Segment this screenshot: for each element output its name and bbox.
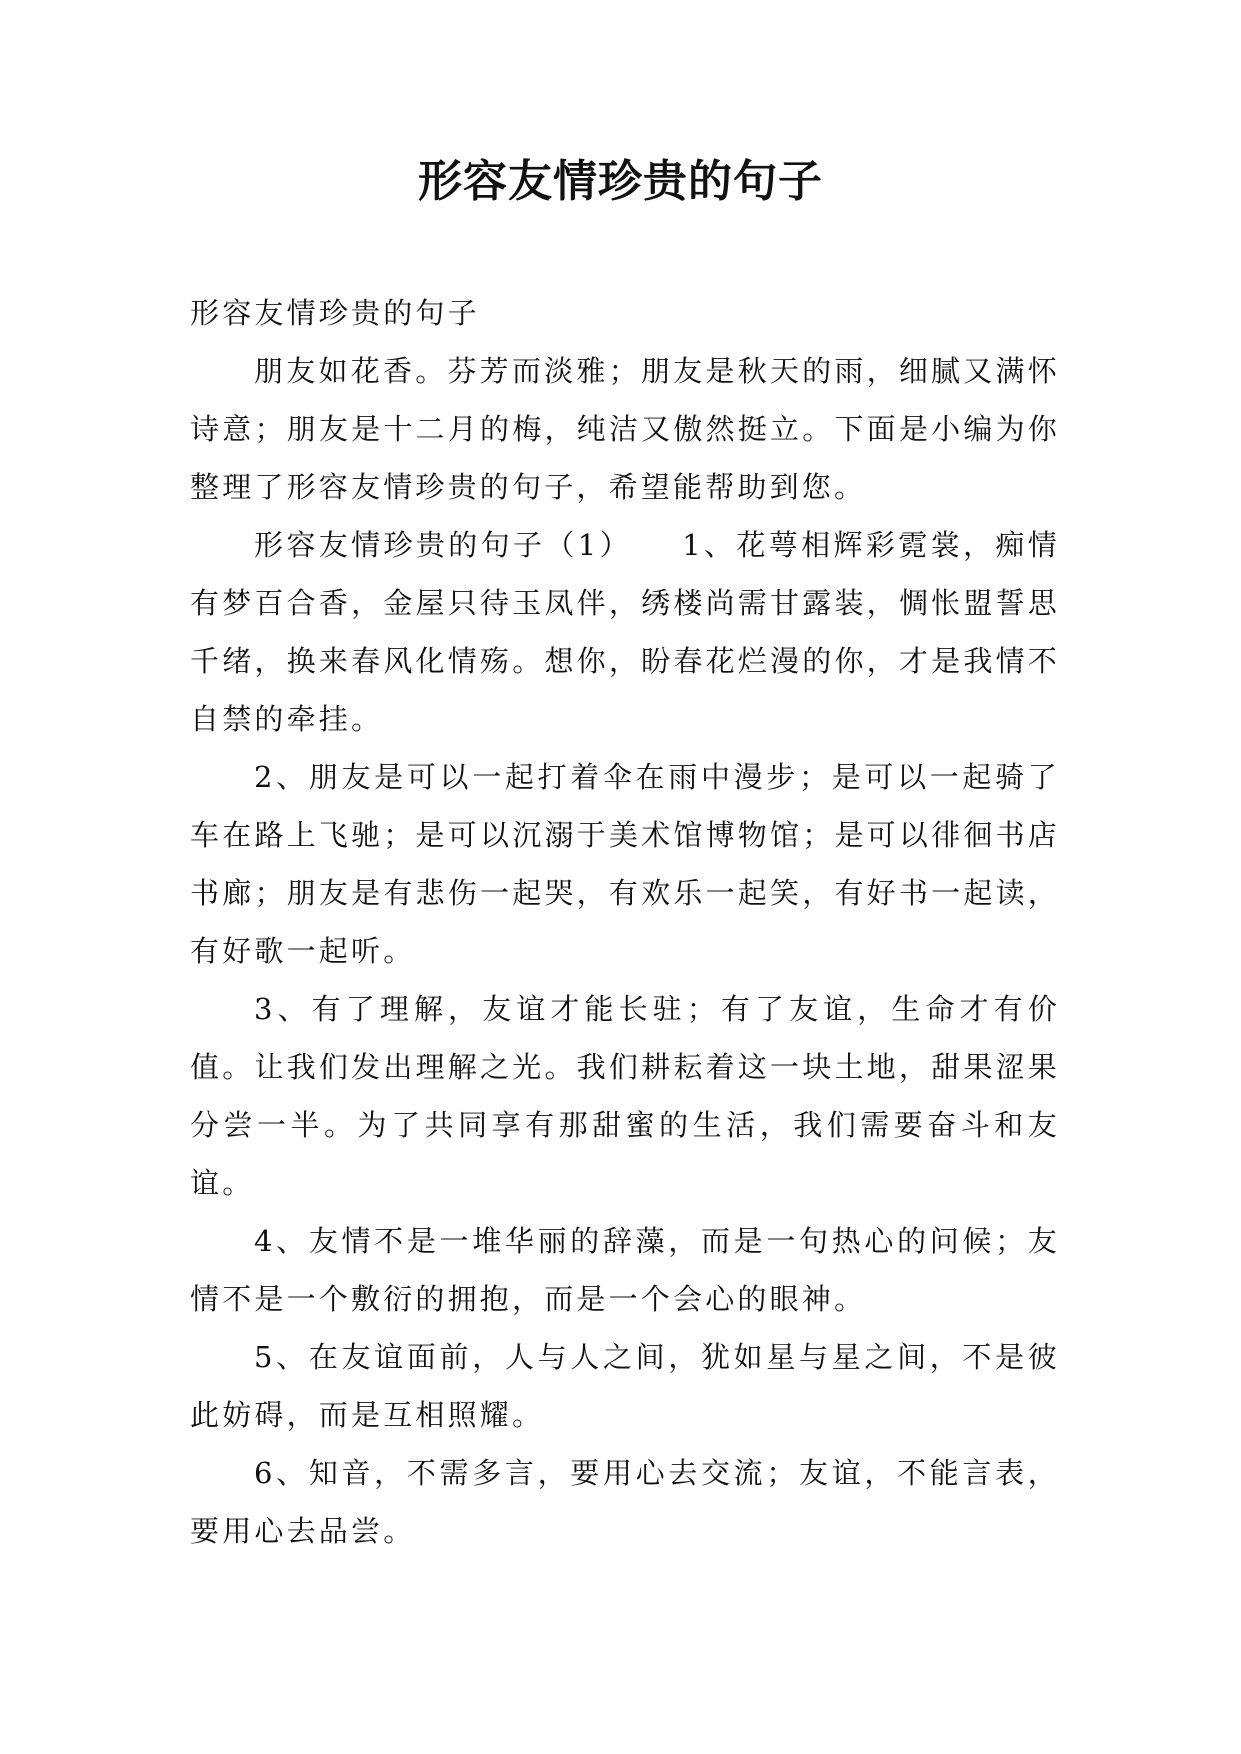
paragraph-item-2: 2、朋友是可以一起打着伞在雨中漫步；是可以一起骑了车在路上飞驰；是可以沉溺于美术馆博物馆；是可以徘徊书店书廊；朋友是有悲伤一起哭，有欢乐一起笑，有好书一起读，有好歌一起听。: [190, 760, 1060, 968]
paragraph-item-3: 3、有了理解，友谊才能长驻；有了友谊，生命才有价值。让我们发出理解之光。我们耕耘着这一块土地，甜果涩果分尝一半。为了共同享有那甜蜜的生活，我们需要奋斗和友谊。: [190, 992, 1060, 1200]
document-subtitle: 形容友情珍贵的句子: [190, 296, 480, 330]
paragraph-item-4: 4、友情不是一堆华丽的辞藻，而是一句热心的问候；友情不是一个敷衍的拥抱，而是一个会心的眼神。: [190, 1224, 1060, 1316]
paragraph-item-5: 5、在友谊面前，人与人之间，犹如星与星之间，不是彼此妨碍，而是互相照耀。: [190, 1340, 1060, 1432]
paragraph-item-6: 6、知音，不需多言，要用心去交流；友谊，不能言表，要用心去品尝。: [190, 1456, 1060, 1548]
document-body: [190, 284, 1060, 1560]
paragraph-item-1: 形容友情珍贵的句子（1） 1、花萼相辉彩霓裳，痴情有梦百合香，金屋只待玉凤伴，绣楼尚需甘露装，惆怅盟誓思千绪，换来春风化情殇。想你，盼春花烂漫的你，才是我情不自禁的牵挂。: [190, 528, 1060, 736]
paragraph-intro: 朋友如花香。芬芳而淡雅；朋友是秋天的雨，细腻又满怀诗意；朋友是十二月的梅，纯洁又傲然挺立。下面是小编为你整理了形容友情珍贵的句子，希望能帮助到您。: [190, 354, 1060, 504]
document-title: 形容友情珍贵的句子: [418, 156, 823, 207]
